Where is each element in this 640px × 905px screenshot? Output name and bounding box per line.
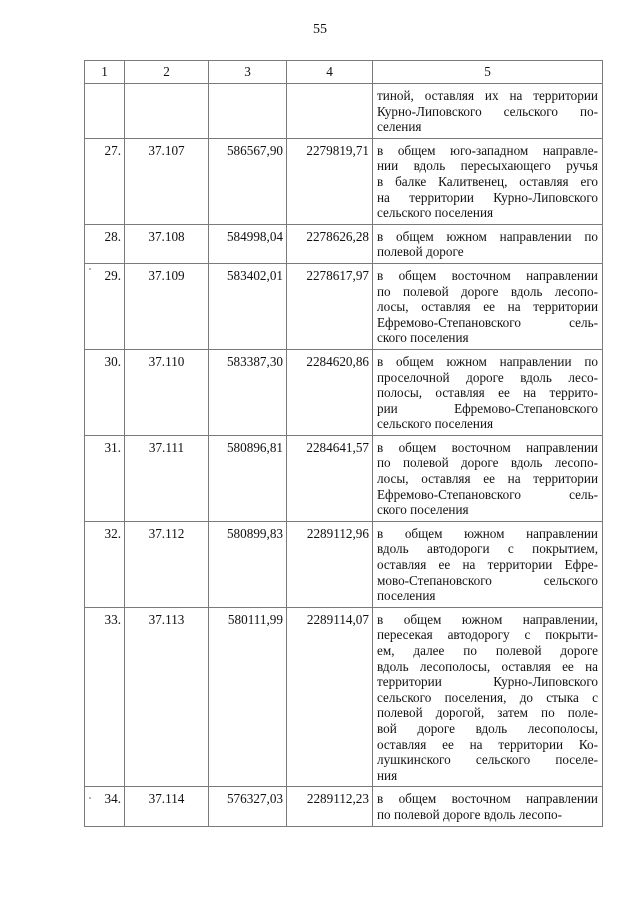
- page-number: 55: [313, 22, 327, 37]
- description-line: полевой дорогой, затем по поле-: [377, 705, 598, 721]
- scan-speck: [89, 797, 91, 799]
- point-number: 37.114: [125, 787, 209, 826]
- row-number: 29.: [85, 263, 125, 349]
- coordinate-y: 2289114,07: [287, 607, 373, 787]
- description-line: по полевой дороге вдоль лесопо-: [377, 283, 598, 299]
- description-line: ского поселения: [377, 330, 469, 346]
- boundary-description: [373, 435, 603, 521]
- description-line: по полевой дороге вдоль лесопо-: [377, 806, 562, 822]
- description-line: сельского поселения: [377, 416, 494, 432]
- coordinate-y: 2284641,57: [287, 435, 373, 521]
- description-line: нии вдоль пересыхающего ручья: [377, 158, 598, 174]
- row-number: 32.: [85, 521, 125, 607]
- boundary-description: [373, 263, 603, 349]
- row-number: 28.: [85, 224, 125, 263]
- column-header: 3: [209, 61, 287, 84]
- description-line: в общем южном направлении по: [377, 353, 598, 369]
- table-row: [85, 607, 603, 787]
- boundary-description: [373, 84, 603, 139]
- table-row: [85, 263, 603, 349]
- boundary-description: [373, 787, 603, 826]
- table-row: [85, 138, 603, 224]
- coordinate-x: 580896,81: [209, 435, 287, 521]
- description-line: тиной, оставляя их на территории: [377, 88, 598, 103]
- coordinate-y: [287, 84, 373, 139]
- row-number: 33.: [85, 607, 125, 787]
- boundary-description: [373, 138, 603, 224]
- description-line: территории Курно-Липовского: [377, 674, 598, 690]
- description-line: ского поселения: [377, 502, 469, 518]
- coordinate-y: 2278626,28: [287, 224, 373, 263]
- description-line: вдоль лесополосы, оставляя ее на: [377, 658, 598, 674]
- description-line: Ефремово-Степановского сель-: [377, 486, 598, 502]
- description-line: в балке Калитвенец, оставляя его: [377, 173, 598, 189]
- coordinate-y: 2279819,71: [287, 138, 373, 224]
- coordinate-y: 2289112,96: [287, 521, 373, 607]
- description-line: Курно-Липовского сельского по-: [377, 103, 598, 119]
- column-header: 5: [373, 61, 603, 84]
- description-line: ния: [377, 767, 398, 783]
- description-line: оставляя ее на территории Ко-: [377, 736, 598, 752]
- description-line: ем, далее по полевой дороге: [377, 643, 598, 658]
- row-number: 30.: [85, 349, 125, 435]
- point-number: 37.112: [125, 521, 209, 607]
- description-line: на территории Курно-Липовского: [377, 189, 598, 205]
- description-line: полосы, оставляя ее на террито-: [377, 385, 598, 401]
- description-line: пересекая автодорогу с покрыти-: [377, 627, 598, 643]
- coordinate-x: 584998,04: [209, 224, 287, 263]
- point-number: 37.113: [125, 607, 209, 787]
- coordinate-x: 580111,99: [209, 607, 287, 787]
- boundary-description: [373, 224, 603, 263]
- point-number: 37.111: [125, 435, 209, 521]
- coordinate-y: 2289112,23: [287, 787, 373, 826]
- description-line: в общем восточном направлении: [377, 791, 598, 807]
- description-line: оставляя ее на территории Ефре-: [377, 557, 598, 573]
- row-number: [85, 84, 125, 139]
- description-line: лосы, оставляя ее на территории: [377, 471, 598, 487]
- boundary-table: [84, 60, 603, 827]
- point-number: 37.108: [125, 224, 209, 263]
- description-line: вдоль автодороги с покрытием,: [377, 541, 598, 557]
- description-line: лушкинского сельского поселе-: [377, 752, 598, 768]
- description-line: поселения: [377, 588, 436, 604]
- table-header-row: [85, 61, 603, 84]
- description-line: в общем южном направлении,: [377, 611, 598, 627]
- description-line: лосы, оставляя ее на территории: [377, 299, 598, 315]
- table-row: [85, 349, 603, 435]
- description-line: селения: [377, 119, 422, 135]
- table-row: [85, 224, 603, 263]
- table-row: [85, 521, 603, 607]
- description-line: в общем юго-западном направле-: [377, 142, 598, 158]
- boundary-description: [373, 607, 603, 787]
- coordinate-y: 2284620,86: [287, 349, 373, 435]
- coordinate-x: 576327,03: [209, 787, 287, 826]
- coordinate-x: 580899,83: [209, 521, 287, 607]
- description-line: сельского поселения, до стыка с: [377, 689, 598, 705]
- table-row: [85, 787, 603, 826]
- coordinate-x: 583402,01: [209, 263, 287, 349]
- description-line: в общем восточном направлении: [377, 267, 598, 283]
- description-line: по полевой дороге вдоль лесопо-: [377, 455, 598, 471]
- boundary-description: [373, 349, 603, 435]
- description-line: проселочной дороге вдоль лесо-: [377, 369, 598, 385]
- row-number: 31.: [85, 435, 125, 521]
- coordinate-x: 586567,90: [209, 138, 287, 224]
- description-line: в общем южном направлении: [377, 525, 598, 541]
- description-line: рии Ефремово-Степановского: [377, 400, 598, 416]
- point-number: 37.107: [125, 138, 209, 224]
- scan-speck: [89, 268, 91, 270]
- description-line: Ефремово-Степановского сель-: [377, 314, 598, 330]
- row-number: 34.: [85, 787, 125, 826]
- coordinate-x: [209, 84, 287, 139]
- description-line: в общем восточном направлении: [377, 439, 598, 455]
- description-line: мово-Степановского сельского: [377, 572, 598, 588]
- description-line: полевой дороге: [377, 244, 464, 260]
- coordinate-y: 2278617,97: [287, 263, 373, 349]
- table-row: [85, 84, 603, 139]
- table-body: [85, 84, 603, 827]
- column-header: 1: [85, 61, 125, 84]
- description-line: в общем южном направлении по: [377, 228, 598, 244]
- point-number: 37.110: [125, 349, 209, 435]
- column-header: 2: [125, 61, 209, 84]
- table-row: [85, 435, 603, 521]
- description-line: сельского поселения: [377, 205, 494, 221]
- column-header: 4: [287, 61, 373, 84]
- point-number: 37.109: [125, 263, 209, 349]
- row-number: 27.: [85, 138, 125, 224]
- coordinate-x: 583387,30: [209, 349, 287, 435]
- point-number: [125, 84, 209, 139]
- boundary-description: [373, 521, 603, 607]
- description-line: вой дороге вдоль лесополосы,: [377, 720, 598, 736]
